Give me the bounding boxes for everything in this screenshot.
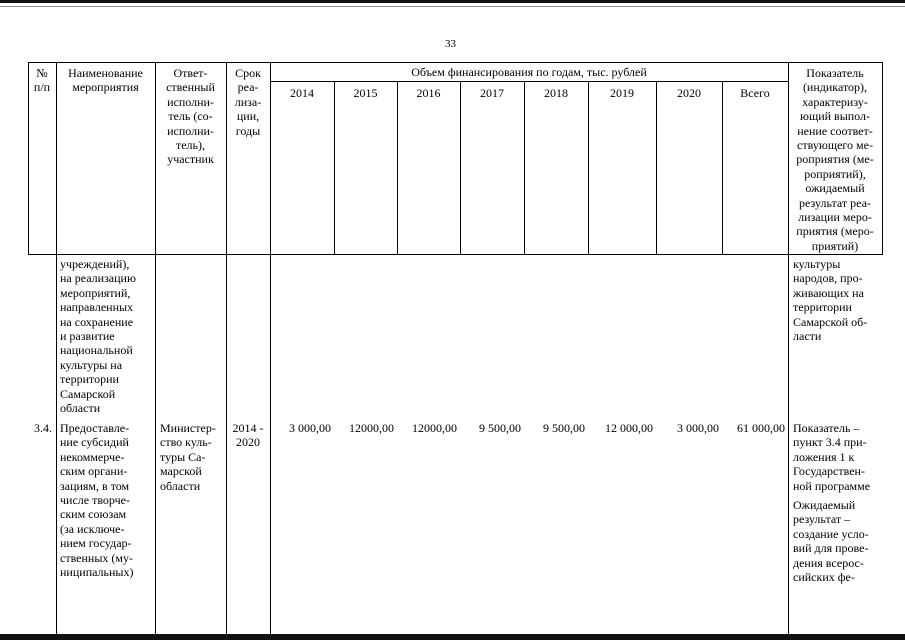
row-value-total: 61 000,00 xyxy=(737,421,785,435)
row-value-2014: 3 000,00 xyxy=(289,421,331,435)
header-year-2019: 2019 xyxy=(610,86,634,100)
page-number: 33 xyxy=(445,38,456,50)
header-number: № п/п xyxy=(33,66,51,95)
row-responsible: Министер- ство куль- туры Са- марской области xyxy=(160,421,216,493)
row-value-2017: 9 500,00 xyxy=(479,421,521,435)
header-total: Всего xyxy=(740,86,770,100)
row-value-2015: 12000,00 xyxy=(349,421,394,435)
header-year-2015: 2015 xyxy=(353,86,378,100)
row-indicator-ref: Показатель – пункт 3.4 при- ложения 1 к Государствен- ной программе xyxy=(793,421,871,493)
continuation-indicator: культуры народов, про- живающих на территории Самарской об- ласти xyxy=(793,257,868,344)
row-name: Предоставле- ние субсидий некоммерче- ским органи- зациям, в том числе творче- ским союзам (за исключе- нием государ- ственных (му- ниципальных) xyxy=(60,421,134,580)
header-responsible: Ответ- ственный исполни- тель (со- исполни- тель), участник xyxy=(166,66,215,167)
continuation-name: учреждений), на реализацию мероприятий, направленных на сохранение и развитие национальной культуры на территории Самарской области xyxy=(60,257,136,416)
row-value-2019: 12 000,00 xyxy=(605,421,653,435)
row-value-2018: 9 500,00 xyxy=(543,421,585,435)
header-year-2014: 2014 xyxy=(290,86,314,100)
row-number: 3.4. xyxy=(34,421,52,435)
header-funding-title: Объем финансирования по годам, тыс. рублей xyxy=(411,65,647,79)
header-year-2016: 2016 xyxy=(416,86,441,100)
row-value-2020: 3 000,00 xyxy=(677,421,719,435)
top-border xyxy=(0,0,905,3)
bottom-border xyxy=(0,634,905,640)
row-indicator-result: Ожидаемый результат – создание усло- вий для прове- дения всерос- сийских фе- xyxy=(793,498,869,585)
header-year-2017: 2017 xyxy=(480,86,504,100)
top-border-thin xyxy=(0,6,905,7)
header-name: Наименование мероприятия xyxy=(68,66,143,95)
header-year-2018: 2018 xyxy=(544,86,568,100)
header-year-2020: 2020 xyxy=(677,86,701,100)
row-value-2016: 12000,00 xyxy=(412,421,457,435)
header-term: Срок реа- лиза- ции, годы xyxy=(234,66,262,138)
row-term: 2014 - 2020 xyxy=(232,421,264,450)
header-indicator: Показатель (индикатор), характеризу- ющий выпол- нение соответ- ствующего ме- роприятия (ме- роприятий), ожидаемый результат реа- лизации меро- приятия (меро- приятий) xyxy=(796,66,874,253)
